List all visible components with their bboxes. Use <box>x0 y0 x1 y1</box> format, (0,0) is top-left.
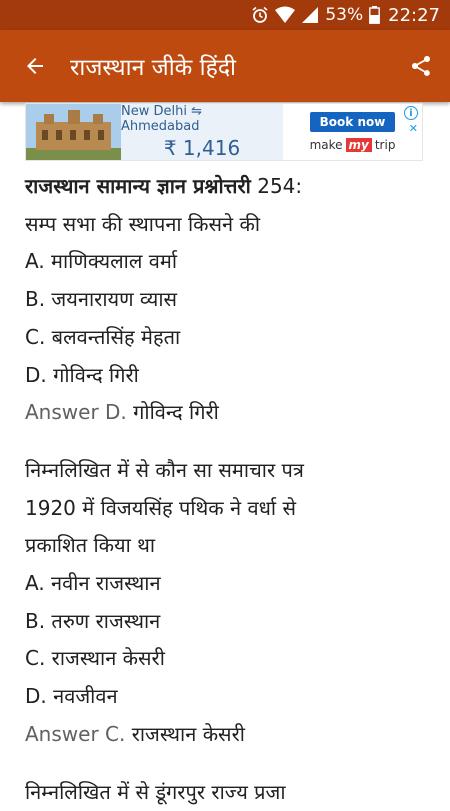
ad-brand-right: trip <box>374 138 396 152</box>
battery-percent: 53% <box>325 5 364 25</box>
question-text: 1920 में विजयसिंह पथिक ने वर्धा से <box>25 495 296 520</box>
answer-label: Answer D. <box>25 400 127 425</box>
answer-text: राजस्थान केसरी <box>125 721 245 746</box>
ad-brand-mid: my <box>346 138 372 152</box>
arrow-left-icon <box>23 54 47 78</box>
option-d: D. नवजीवन <box>25 684 118 709</box>
status-bar <box>0 0 450 30</box>
app-bar <box>0 30 450 102</box>
ad-banner[interactable] <box>25 103 423 161</box>
ad-price: ₹ 1,416 <box>163 136 241 160</box>
battery-icon <box>369 6 380 24</box>
question-separator <box>25 754 435 774</box>
ad-image <box>26 104 121 160</box>
question-text: सम्प सभा की स्थापना किसने की <box>25 211 261 236</box>
ad-brand-logo <box>310 138 396 152</box>
question-text: निम्नलिखित में से कौन सा समाचार पत्र <box>25 457 304 482</box>
question-heading <box>25 168 435 206</box>
share-icon <box>409 54 433 78</box>
question-separator <box>25 432 435 452</box>
ad-book-button[interactable]: Book now <box>310 112 396 132</box>
share-button[interactable] <box>392 30 450 102</box>
ad-route: New Delhi ⇋ Ahmedabad <box>121 104 202 134</box>
answer-line <box>25 716 435 754</box>
option-a: A. माणिक्यलाल वर्मा <box>25 249 178 274</box>
ad-brand-left: make <box>309 138 343 152</box>
option-b: B. तरुण राजस्थान <box>25 608 161 633</box>
wifi-icon <box>275 6 295 24</box>
question-text: निम्नलिखित में से डूंगरपुर राज्य प्रजा <box>25 779 286 804</box>
clock: 22:27 <box>388 4 440 26</box>
option-c: C. बलवन्तसिंह मेहता <box>25 324 181 349</box>
ad-offer <box>121 104 283 160</box>
option-c: C. राजस्थान केसरी <box>25 646 165 671</box>
answer-label: Answer C. <box>25 721 126 746</box>
question-text: प्रकाशित किया था <box>25 533 156 558</box>
option-b: B. जयनारायण व्यास <box>25 287 178 312</box>
question-title: राजस्थान सामान्य ज्ञान प्रश्नोत्तरी <box>25 174 251 198</box>
question-number: 254: <box>250 174 303 198</box>
signal-icon <box>301 6 319 24</box>
page-title: राजस्थान जीके हिंदी <box>70 55 236 81</box>
ad-close-icon[interactable]: ✕ <box>408 122 418 135</box>
back-button[interactable] <box>0 30 70 102</box>
alarm-icon <box>251 6 269 24</box>
option-a: A. नवीन राजस्थान <box>25 571 161 596</box>
option-d: D. गोविन्द गिरी <box>25 362 139 387</box>
answer-text: गोविन्द गिरी <box>126 400 219 425</box>
ad-cta-area <box>283 104 422 160</box>
answer-line <box>25 394 435 432</box>
ad-info-icon[interactable]: i <box>404 106 418 120</box>
question-list <box>25 168 435 811</box>
